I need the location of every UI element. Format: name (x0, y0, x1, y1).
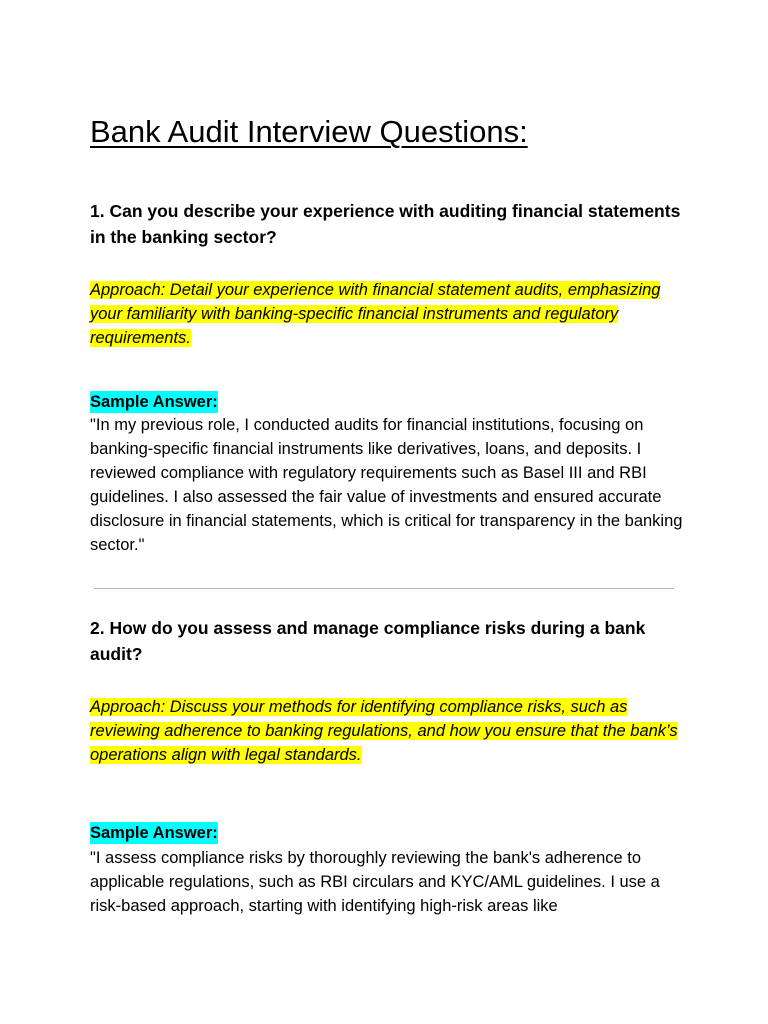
question-2-heading: 2. How do you assess and manage compliance risks during a bank audit? (90, 618, 646, 664)
question-2-answer: "I assess compliance risks by thoroughly reviewing the bank's adherence to applicable regulations, such as RBI circulars and KYC/AML guidelines. I use a risk-based approach, starting with identifying high-risk areas like (90, 849, 660, 915)
question-1-sample-label: Sample Answer: (90, 393, 218, 411)
question-2-approach (90, 695, 690, 767)
document-title: Bank Audit Interview Questions: (90, 114, 528, 149)
question-1-answer: "In my previous role, I conducted audits for financial institutions, focusing on banking-specific financial instruments like derivatives, loans, and deposits. I reviewed compliance with regulatory requirements such as Basel III and RBI guidelines. I also assessed the fair value of investments and ensured accurate disclosure in financial statements, which is critical for transparency in the banking sector." (90, 416, 683, 554)
question-1-heading: 1. Can you describe your experience with auditing financial statements in the banking sector? (90, 201, 681, 247)
question-1-approach (90, 278, 690, 350)
section-divider (94, 588, 674, 589)
question-2-sample-label: Sample Answer: (90, 824, 218, 842)
question-2-approach-text: Approach: Discuss your methods for identifying compliance risks, such as reviewing adherence to banking regulations, and how you ensure that the bank’s operations align with legal standards. (90, 698, 678, 764)
question-1-approach-text: Approach: Detail your experience with financial statement audits, emphasizing your familiarity with banking-specific financial instruments and regulatory requirements. (90, 281, 661, 347)
